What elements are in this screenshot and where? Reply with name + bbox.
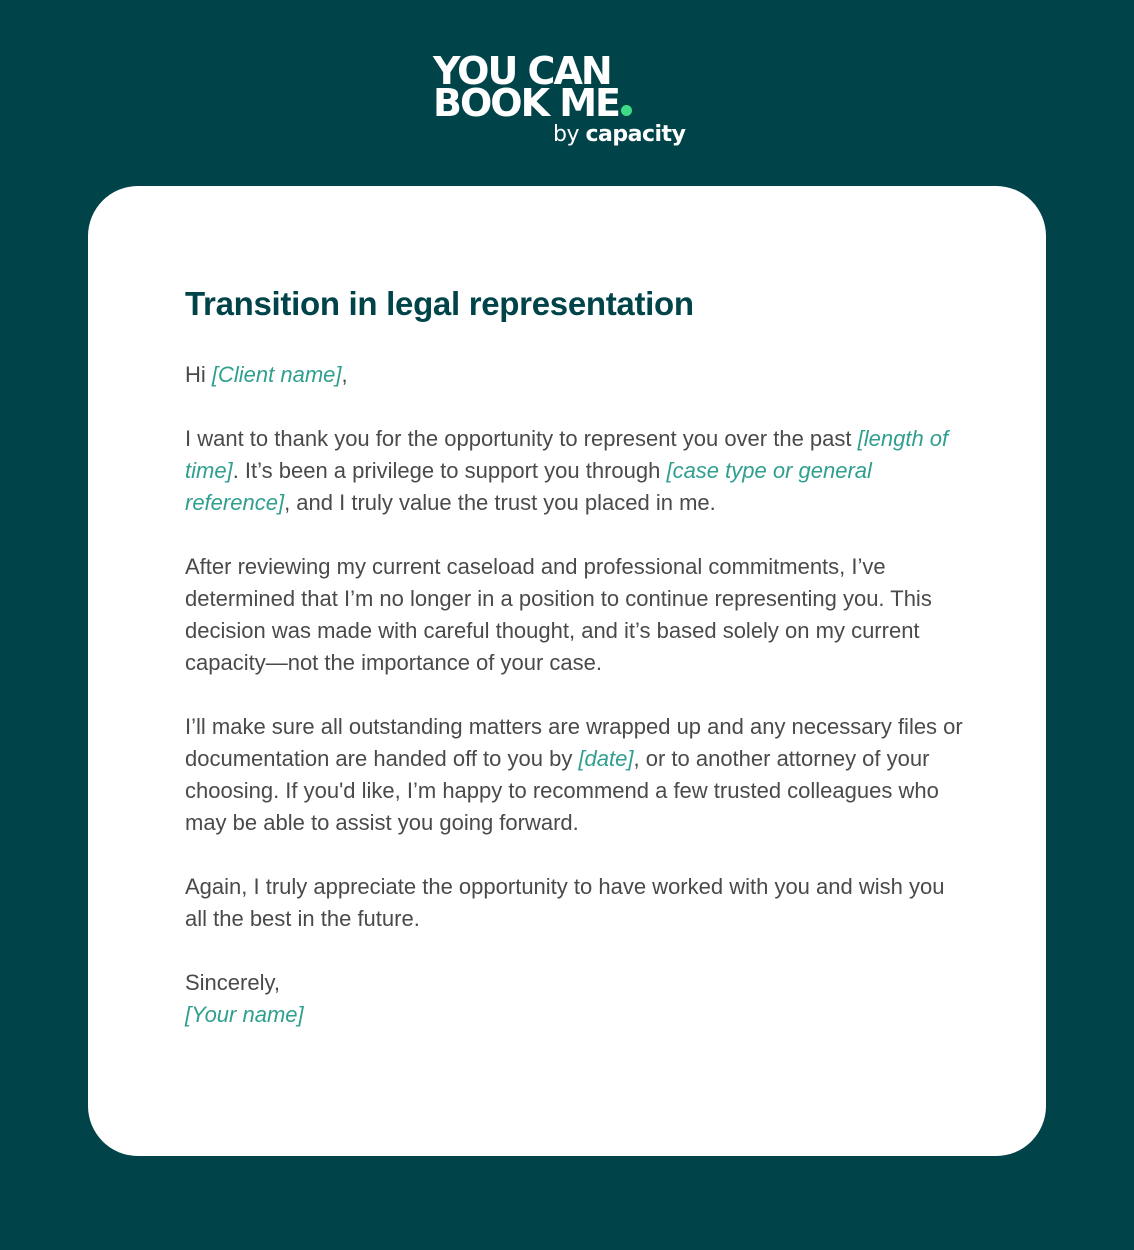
logo-brand-text: capacity — [585, 122, 686, 147]
letter-paragraph-2: After reviewing my current caseload and professional commitments, I’ve determined that I’m no longer in a position to continue representing you. This decision was made with careful thought, and it’s based solely on my current capacity—not the importance of your case. — [185, 554, 932, 675]
letter-content — [185, 282, 965, 1031]
logo-line-1-text: YOU CAN — [433, 49, 611, 93]
closing-text: Sincerely, — [185, 970, 280, 995]
logo-byline — [553, 122, 685, 148]
paragraph-1-part-3: , and I truly value the trust you placed in me. — [284, 490, 716, 515]
paragraph-3-part-2: , or to another attorney of your choosing. If you'd like, I’m happy to recommend a few trusted colleagues who may be able to assist you going forward. — [185, 746, 939, 835]
placeholder-client-name: [Client name] — [211, 362, 342, 387]
placeholder-case-type: [case type or general reference] — [185, 458, 872, 515]
logo-dot-icon — [621, 105, 632, 116]
letter-paragraph-3 — [185, 711, 965, 839]
placeholder-date: [date] — [578, 746, 634, 771]
paragraph-1-part-1: I want to thank you for the opportunity to represent you over the past — [185, 426, 858, 451]
brand-logo — [433, 49, 703, 152]
letter-card — [88, 186, 1046, 1156]
placeholder-length-of-time: [length of time] — [185, 426, 949, 483]
letter-title: Transition in legal representation — [185, 285, 694, 322]
paragraph-1-part-2: . It’s been a privilege to support you through — [232, 458, 667, 483]
greeting-prefix: Hi — [185, 362, 212, 387]
letter-signoff — [185, 967, 965, 1031]
letter-greeting — [185, 359, 965, 391]
greeting-suffix: , — [341, 362, 348, 387]
logo-by-text: by — [553, 122, 579, 147]
logo-line-2-text: BOOK ME — [433, 81, 620, 125]
placeholder-your-name: [Your name] — [185, 1002, 304, 1027]
letter-paragraph-4: Again, I truly appreciate the opportunity to have worked with you and wish you all the best in the future. — [185, 874, 945, 931]
paragraph-3-part-1: I’ll make sure all outstanding matters are wrapped up and any necessary files or documentation are handed off to you by — [185, 714, 963, 771]
letter-paragraph-1 — [185, 423, 965, 519]
logo-line-2 — [433, 81, 632, 125]
